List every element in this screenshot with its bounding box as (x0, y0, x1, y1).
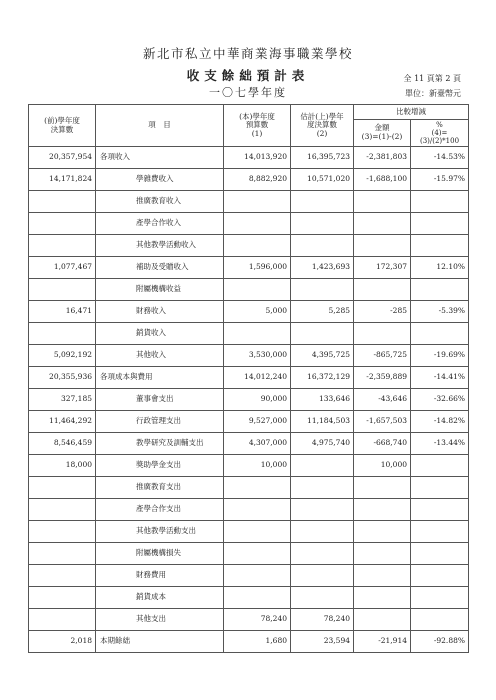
cell-percent (411, 279, 469, 301)
table-row (29, 279, 469, 301)
cell-estimated (291, 543, 354, 565)
cell-item: 董事會支出 (96, 389, 224, 411)
cell-prev-year: 2,018 (29, 631, 96, 653)
cell-difference: 172,307 (354, 257, 411, 279)
header-compare: 比較增減 (354, 105, 469, 120)
cell-estimated: 23,594 (291, 631, 354, 653)
cell-item: 產學合作收入 (96, 213, 224, 235)
cell-prev-year: 14,171,824 (29, 169, 96, 191)
cell-percent (411, 521, 469, 543)
cell-estimated: 4,395,725 (291, 345, 354, 367)
cell-current-budget: 9,527,000 (224, 411, 291, 433)
cell-prev-year (29, 191, 96, 213)
cell-estimated: 11,184,503 (291, 411, 354, 433)
cell-estimated: 16,395,723 (291, 147, 354, 169)
cell-current-budget: 1,596,000 (224, 257, 291, 279)
cell-prev-year: 16,471 (29, 301, 96, 323)
table-row (29, 389, 469, 411)
cell-item: 財務收入 (96, 301, 224, 323)
cell-estimated: 78,240 (291, 609, 354, 631)
table-row (29, 565, 469, 587)
cell-estimated: 16,372,129 (291, 367, 354, 389)
cell-difference (354, 279, 411, 301)
cell-current-budget: 14,012,240 (224, 367, 291, 389)
cell-current-budget: 10,000 (224, 455, 291, 477)
cell-estimated (291, 455, 354, 477)
cell-percent: -19.69% (411, 345, 469, 367)
cell-percent: -13.44% (411, 433, 469, 455)
cell-difference: -668,740 (354, 433, 411, 455)
page-info: 全 11 頁第 2 頁 (403, 74, 461, 83)
cell-difference (354, 235, 411, 257)
cell-estimated (291, 235, 354, 257)
cell-percent (411, 543, 469, 565)
cell-difference (354, 543, 411, 565)
academic-year: 一〇七學年度 (209, 86, 287, 99)
table-row (29, 257, 469, 279)
cell-difference (354, 587, 411, 609)
cell-percent (411, 477, 469, 499)
cell-prev-year: 11,464,292 (29, 411, 96, 433)
cell-prev-year (29, 477, 96, 499)
cell-estimated (291, 587, 354, 609)
cell-item: 學雜費收入 (96, 169, 224, 191)
table-row (29, 147, 469, 169)
cell-percent: -14.41% (411, 367, 469, 389)
table-row (29, 323, 469, 345)
cell-current-budget (224, 191, 291, 213)
header-current-budget: (本)學年度 預算數 (1) (224, 105, 291, 147)
cell-item: 行政管理支出 (96, 411, 224, 433)
currency-unit: 單位：新臺幣元 (405, 89, 461, 98)
cell-item: 銷貨收入 (96, 323, 224, 345)
table-row (29, 587, 469, 609)
table-row (29, 213, 469, 235)
cell-prev-year: 8,546,459 (29, 433, 96, 455)
cell-item: 附屬機構收益 (96, 279, 224, 301)
cell-current-budget: 78,240 (224, 609, 291, 631)
cell-percent: -15.97% (411, 169, 469, 191)
cell-difference: -1,688,100 (354, 169, 411, 191)
cell-estimated (291, 521, 354, 543)
cell-percent (411, 235, 469, 257)
cell-current-budget: 3,530,000 (224, 345, 291, 367)
cell-estimated: 133,646 (291, 389, 354, 411)
cell-percent: -14.82% (411, 411, 469, 433)
cell-item: 教學研究及訓輔支出 (96, 433, 224, 455)
cell-current-budget (224, 499, 291, 521)
budget-table (28, 104, 469, 653)
cell-current-budget (224, 587, 291, 609)
cell-current-budget: 8,882,920 (224, 169, 291, 191)
cell-estimated (291, 499, 354, 521)
cell-item: 本期餘絀 (96, 631, 224, 653)
cell-percent: -92.88% (411, 631, 469, 653)
cell-current-budget: 4,307,000 (224, 433, 291, 455)
table-row (29, 609, 469, 631)
cell-prev-year (29, 235, 96, 257)
table-row (29, 631, 469, 653)
cell-current-budget (224, 235, 291, 257)
cell-percent (411, 213, 469, 235)
table-row (29, 433, 469, 455)
cell-item: 其他支出 (96, 609, 224, 631)
cell-current-budget (224, 323, 291, 345)
cell-estimated (291, 191, 354, 213)
cell-estimated (291, 279, 354, 301)
table-row (29, 455, 469, 477)
cell-difference (354, 323, 411, 345)
cell-item: 補助及受贈收入 (96, 257, 224, 279)
cell-current-budget: 1,680 (224, 631, 291, 653)
cell-current-budget: 14,013,920 (224, 147, 291, 169)
table-row (29, 235, 469, 257)
cell-prev-year: 18,000 (29, 455, 96, 477)
cell-difference (354, 477, 411, 499)
cell-prev-year (29, 609, 96, 631)
cell-difference (354, 191, 411, 213)
cell-percent (411, 191, 469, 213)
table-row (29, 301, 469, 323)
cell-estimated (291, 213, 354, 235)
cell-item: 推廣教育支出 (96, 477, 224, 499)
cell-difference: -43,646 (354, 389, 411, 411)
table-row (29, 477, 469, 499)
cell-item: 其他教學活動支出 (96, 521, 224, 543)
cell-prev-year: 1,077,467 (29, 257, 96, 279)
cell-percent (411, 565, 469, 587)
cell-percent: -5.39% (411, 301, 469, 323)
report-title: 收支餘絀預計表 (186, 68, 310, 83)
header-estimated: 估計(上)學年 度決算數 (2) (291, 105, 354, 147)
cell-difference: -285 (354, 301, 411, 323)
cell-estimated (291, 565, 354, 587)
cell-prev-year (29, 213, 96, 235)
table-row (29, 411, 469, 433)
cell-prev-year: 327,185 (29, 389, 96, 411)
cell-percent (411, 609, 469, 631)
table-row (29, 367, 469, 389)
header-prev-year: (前)學年度 決算數 (29, 105, 96, 147)
header-item: 項 目 (96, 105, 224, 147)
cell-prev-year: 5,092,192 (29, 345, 96, 367)
cell-estimated: 10,571,020 (291, 169, 354, 191)
cell-item: 產學合作支出 (96, 499, 224, 521)
table-row (29, 345, 469, 367)
cell-item: 獎助學金支出 (96, 455, 224, 477)
cell-current-budget: 90,000 (224, 389, 291, 411)
cell-prev-year (29, 543, 96, 565)
header-percent: % (4)=(3)/(2)*100 (411, 120, 469, 147)
cell-estimated: 5,285 (291, 301, 354, 323)
table-row (29, 543, 469, 565)
cell-prev-year: 20,357,954 (29, 147, 96, 169)
table-row (29, 169, 469, 191)
cell-percent (411, 499, 469, 521)
cell-prev-year (29, 279, 96, 301)
cell-item: 各項收入 (96, 147, 224, 169)
cell-percent: -14.53% (411, 147, 469, 169)
cell-prev-year (29, 323, 96, 345)
cell-difference: -865,725 (354, 345, 411, 367)
cell-difference (354, 499, 411, 521)
cell-item: 其他教學活動收入 (96, 235, 224, 257)
cell-percent: -32.66% (411, 389, 469, 411)
cell-difference (354, 213, 411, 235)
table-row (29, 499, 469, 521)
cell-prev-year (29, 587, 96, 609)
cell-percent (411, 455, 469, 477)
cell-difference (354, 609, 411, 631)
cell-difference: -21,914 (354, 631, 411, 653)
cell-prev-year (29, 565, 96, 587)
cell-item: 附屬機構損失 (96, 543, 224, 565)
cell-difference: 10,000 (354, 455, 411, 477)
cell-difference (354, 565, 411, 587)
cell-difference: -2,381,803 (354, 147, 411, 169)
cell-current-budget: 5,000 (224, 301, 291, 323)
cell-current-budget (224, 477, 291, 499)
header-amount: 金額 (3)=(1)-(2) (354, 120, 411, 147)
cell-item: 各項成本與費用 (96, 367, 224, 389)
cell-estimated (291, 477, 354, 499)
cell-estimated: 4,975,740 (291, 433, 354, 455)
cell-estimated: 1,423,693 (291, 257, 354, 279)
cell-current-budget (224, 521, 291, 543)
cell-item: 銷貨成本 (96, 587, 224, 609)
school-name: 新北市私立中華商業海事職業學校 (142, 46, 353, 61)
cell-prev-year (29, 521, 96, 543)
cell-percent (411, 323, 469, 345)
cell-difference (354, 521, 411, 543)
cell-percent: 12.10% (411, 257, 469, 279)
cell-percent (411, 587, 469, 609)
table-row (29, 521, 469, 543)
cell-item: 財務費用 (96, 565, 224, 587)
cell-current-budget (224, 279, 291, 301)
cell-difference: -2,359,889 (354, 367, 411, 389)
cell-current-budget (224, 565, 291, 587)
cell-item: 其他收入 (96, 345, 224, 367)
cell-current-budget (224, 213, 291, 235)
cell-prev-year (29, 499, 96, 521)
cell-item: 推廣教育收入 (96, 191, 224, 213)
cell-prev-year: 20,355,936 (29, 367, 96, 389)
cell-current-budget (224, 543, 291, 565)
cell-estimated (291, 323, 354, 345)
table-row (29, 191, 469, 213)
cell-difference: -1,657,503 (354, 411, 411, 433)
